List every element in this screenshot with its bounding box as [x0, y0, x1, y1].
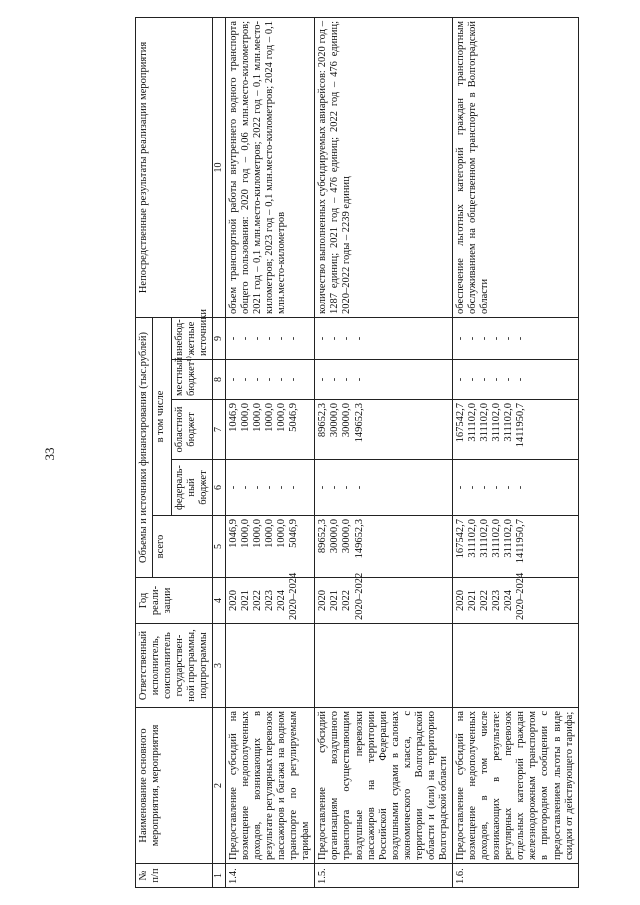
header-extrabudget: внебюд-жетные источники [172, 317, 213, 359]
years [315, 572, 453, 624]
federal-budget-value: - [455, 485, 466, 490]
years-value: 2020–2022 [353, 572, 365, 620]
regional-budget [453, 400, 579, 460]
total-value: 311102,0 [479, 519, 491, 558]
table-body [225, 17, 578, 887]
regional-budget-value: 1000,0 [252, 403, 263, 432]
total [225, 516, 314, 578]
column-number: 7 [213, 400, 226, 460]
federal-budget-value: - [264, 485, 276, 490]
extrabudgetary-value: - [276, 336, 288, 341]
table-row [453, 17, 579, 887]
header-name: Наименование основного мероприятия, мероприятия [136, 708, 213, 864]
years-value: 2022 [252, 590, 263, 611]
federal-budget-value: - [239, 485, 251, 490]
column-numbers-row [213, 17, 226, 887]
local-budget-value: - [455, 377, 466, 382]
regional-budget [315, 400, 453, 460]
regional-budget-value: 311102,0 [467, 403, 479, 442]
local-budget-value: - [515, 377, 527, 382]
measure-name: Предоставление субсидий на возмещение недополученных доходов, в том числе возникающих в результате: регулярных перевозок отдельных категорий граждан железнодорожным транспортом в пригородном сообщении с предоставлением льготы в виде скидки от действующего тарифа; [453, 708, 579, 864]
federal-budget-value: - [329, 485, 341, 490]
measure-name: Предоставление субсидий организациям воздушного транспорта осуществляющим воздушные перевозки пассажиров на территории Российской Федерации воздушными судами в салонах экономического класса, с территории Волгоградской области и (или) на территорию Волгоградской области [315, 708, 453, 864]
column-number: 3 [213, 624, 226, 708]
total-value: 167542,7 [455, 519, 466, 559]
total-value: 311102,0 [503, 519, 515, 558]
total [453, 516, 579, 578]
local-budget-value: - [276, 377, 288, 382]
federal-budget-value: - [503, 485, 515, 490]
extrabudgetary-value: - [479, 336, 491, 341]
total [315, 516, 453, 578]
extrabudgetary-value: - [455, 336, 466, 341]
local-budget [453, 360, 579, 400]
local-budget-value: - [252, 377, 263, 382]
extrabudgetary-value: - [341, 336, 353, 341]
local-budget [315, 360, 453, 400]
extrabudgetary-value: - [317, 336, 329, 341]
total-value: 5046,9 [288, 519, 300, 548]
column-number: 2 [213, 708, 226, 864]
total-value: 30000,0 [329, 519, 341, 554]
total-value: 1000,0 [252, 519, 263, 548]
total-value: 149652,3 [353, 519, 365, 559]
years-value: 2021 [467, 590, 479, 611]
regional-budget-value: 5046,9 [288, 403, 300, 432]
local-budget-value: - [227, 377, 239, 382]
federal-budget-value: - [317, 485, 329, 490]
extrabudgetary-value: - [353, 336, 365, 341]
header-federal: федераль-ный бюджет [172, 460, 213, 516]
column-number: 6 [213, 460, 226, 516]
total-value: 311102,0 [491, 519, 503, 558]
federal-budget-value: - [515, 485, 527, 490]
extrabudgetary [315, 317, 453, 359]
local-budget-value: - [479, 377, 491, 382]
regional-budget-value: 1000,0 [276, 403, 288, 432]
regional-budget-value: 1411950,7 [515, 403, 527, 448]
years-value: 2021 [329, 590, 341, 611]
local-budget-value: - [329, 377, 341, 382]
federal-budget [225, 460, 314, 516]
header-total: всего [153, 516, 213, 578]
direct-result: объем транспортной работы внутреннего водного транспорта общего пользования: 2020 год – 0,06 млн.место-километров; 2021 год – 0,1 млн.место-километров; 2022 год – 0,1 млн.место-километров; 2023 год – 0,1 млн.место-километров; 2024 год – 0,1 млн.место-километров [225, 17, 314, 317]
total-value: 311102,0 [467, 519, 479, 558]
total-value: 1000,0 [276, 519, 288, 548]
direct-result: обеспечение льготных категорий граждан транспортным обслуживанием на общественном транспорте в Волгоградской области [453, 17, 579, 317]
extrabudgetary-value: - [239, 336, 251, 341]
federal-budget-value: - [341, 485, 353, 490]
local-budget-value: - [503, 377, 515, 382]
regional-budget-value: 167542,7 [455, 403, 466, 443]
federal-budget-value: - [227, 485, 239, 490]
local-budget-value: - [353, 377, 365, 382]
extrabudgetary [453, 317, 579, 359]
years [225, 572, 314, 624]
regional-budget-value: 1000,0 [239, 403, 251, 432]
federal-budget-value: - [288, 485, 300, 490]
years-value: 2020–2024 [515, 572, 527, 620]
local-budget-value: - [264, 377, 276, 382]
header-result: Непосредственные результаты реализации мероприятия [136, 17, 213, 317]
page-number: 33 [42, 447, 57, 461]
total-value: 89652,3 [317, 519, 329, 554]
federal-budget-value: - [252, 485, 263, 490]
total-value: 1046,9 [227, 519, 239, 548]
regional-budget-value: 30000,0 [329, 403, 341, 438]
regional-budget-value: 311102,0 [503, 403, 515, 442]
column-number: 8 [213, 360, 226, 400]
regional-budget-value: 149652,3 [353, 403, 365, 443]
extrabudgetary [225, 317, 314, 359]
header-regional: областной бюджет [172, 400, 213, 460]
column-number: 4 [213, 578, 226, 624]
header-including: в том числе [153, 317, 172, 515]
local-budget-value: - [288, 377, 300, 382]
local-budget-value: - [341, 377, 353, 382]
extrabudgetary-value: - [491, 336, 503, 341]
header-year: Год реали-зации [136, 578, 213, 624]
column-number: 5 [213, 516, 226, 578]
extrabudgetary-value: - [329, 336, 341, 341]
local-budget [225, 360, 314, 400]
years-value: 2023 [491, 590, 503, 611]
total-value: 1000,0 [239, 519, 251, 548]
header-executor: Ответственный исполнитель, соисполнитель государствен-ной программы, подпрограммы [136, 624, 213, 708]
years-value: 2020 [455, 590, 466, 611]
federal-budget-value: - [353, 485, 365, 490]
years-value: 2024 [276, 590, 288, 611]
regional-budget-value: 311102,0 [491, 403, 503, 442]
executor [453, 624, 579, 708]
regional-budget-value: 1046,9 [227, 403, 239, 432]
extrabudgetary-value: - [467, 336, 479, 341]
header-funding: Объемы и источники финансирования (тыс.рублей) [136, 317, 153, 577]
federal-budget-value: - [491, 485, 503, 490]
extrabudgetary-value: - [288, 336, 300, 341]
federal-budget-value: - [276, 485, 288, 490]
years-value: 2022 [341, 590, 353, 611]
local-budget-value: - [239, 377, 251, 382]
total-value: 30000,0 [341, 519, 353, 554]
years-value: 2024 [503, 590, 515, 611]
extrabudgetary-value: - [503, 336, 515, 341]
table-row [225, 17, 314, 887]
years [453, 572, 579, 624]
regional-budget-value: 1000,0 [264, 403, 276, 432]
local-budget-value: - [491, 377, 503, 382]
table-row [315, 17, 453, 887]
direct-result: количество выполненных субсидируемых авиарейсов: 2020 год – 1287 единиц; 2021 год – 476 единиц; 2022 год – 476 единиц; 2020–2022 годы – 2239 единиц [315, 17, 453, 317]
column-number: 10 [213, 17, 226, 317]
column-number: 9 [213, 317, 226, 359]
header-local: местный бюджет¹⁾ [172, 360, 213, 400]
header-num: № п/п [136, 864, 213, 888]
federal-budget-value: - [479, 485, 491, 490]
years-value: 2021 [239, 590, 251, 611]
years-value: 2020 [227, 590, 239, 611]
row-number: 1.4. [225, 864, 314, 888]
total-value: 1000,0 [264, 519, 276, 548]
extrabudgetary-value: - [252, 336, 263, 341]
column-number: 1 [213, 864, 226, 888]
years-value: 2020–2024 [288, 572, 300, 620]
measure-name: Предоставление субсидий на возмещение недополученных доходов, возникающих в результате регулярных перевозок пассажиров и багажа на водном транспорте по регулируемым тарифам [225, 708, 314, 864]
total-value: 1411950,7 [515, 519, 527, 564]
row-number: 1.6. [453, 864, 579, 888]
row-number: 1.5. [315, 864, 453, 888]
executor [315, 624, 453, 708]
extrabudgetary-value: - [227, 336, 239, 341]
rotated-table-container [135, 18, 635, 888]
local-budget-value: - [467, 377, 479, 382]
years-value: 2023 [264, 590, 276, 611]
regional-budget-value: 30000,0 [341, 403, 353, 438]
regional-budget [225, 400, 314, 460]
local-budget-value: - [317, 377, 329, 382]
extrabudgetary-value: - [515, 336, 527, 341]
extrabudgetary-value: - [264, 336, 276, 341]
executor [225, 624, 314, 708]
measures-table [135, 17, 579, 888]
regional-budget-value: 311102,0 [479, 403, 491, 442]
regional-budget-value: 89652,3 [317, 403, 329, 438]
years-value: 2022 [479, 590, 491, 611]
federal-budget [315, 460, 453, 516]
federal-budget [453, 460, 579, 516]
federal-budget-value: - [467, 485, 479, 490]
years-value: 2020 [317, 590, 329, 611]
